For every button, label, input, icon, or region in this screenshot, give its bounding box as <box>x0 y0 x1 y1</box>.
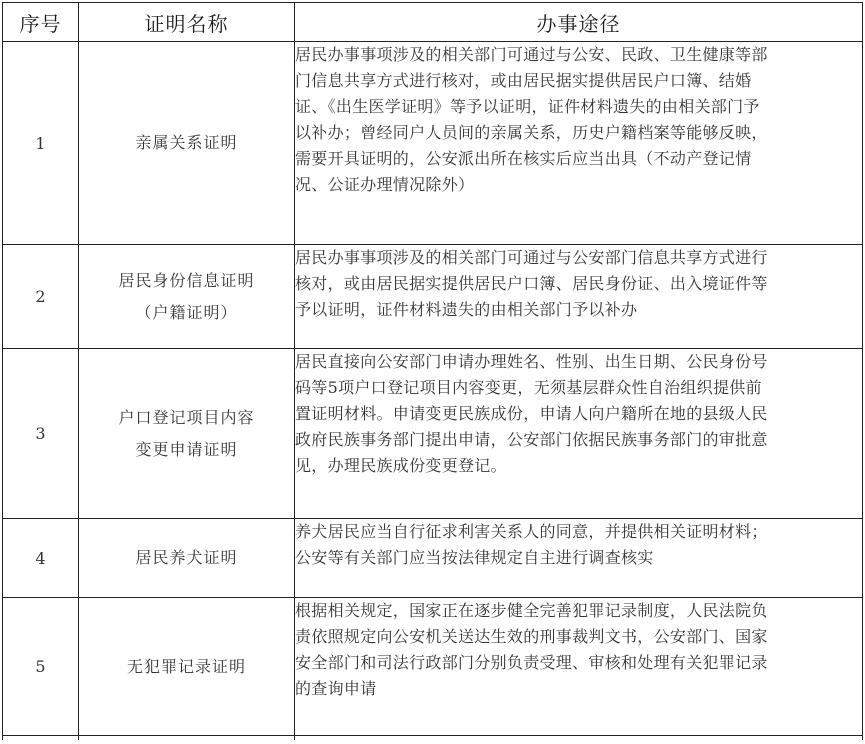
header-method: 办事途径 <box>295 3 863 42</box>
method-line: 养犬居民应当自行征求利害关系人的同意，并提供相关证明材料； <box>295 522 768 541</box>
certificate-name-line: 户口登记项目内容 <box>118 407 255 427</box>
partial-cell <box>3 736 79 741</box>
method-line: 况、公证办理情况除外） <box>295 175 475 194</box>
table-row <box>3 598 863 736</box>
row-index: 5 <box>3 598 79 736</box>
header-certificate-name: 证明名称 <box>79 3 295 42</box>
row-index: 1 <box>3 42 79 245</box>
table-header-row <box>3 3 863 42</box>
method-line: 根据相关规定，国家正在逐步健全完善犯罪记录制度，人民法院负 <box>295 601 768 620</box>
table-row <box>3 42 863 245</box>
certificate-name-line: 亲属关系证明 <box>135 133 238 152</box>
certificate-table <box>2 2 863 740</box>
method-line: 居民直接向公安部门申请办理姓名、性别、出生日期、公民身份号 <box>295 352 768 371</box>
row-method <box>295 42 863 245</box>
certificate-name-line: 居民养犬证明 <box>135 548 238 567</box>
table-row-partial <box>3 736 863 741</box>
table-body <box>3 42 863 741</box>
method-line: 需要开具证明的，公安派出所在核实后应当出具（不动产登记情 <box>295 149 752 168</box>
row-method <box>295 519 863 598</box>
certificate-name-line: 居民身份信息证明 <box>118 270 255 290</box>
method-line: 安全部门和司法行政部门分别负责受理、审核和处理有关犯罪记录 <box>295 653 768 672</box>
method-line: 证、《出生医学证明》等予以证明，证件材料遗失的由相关部门予 <box>295 97 760 116</box>
row-method <box>295 245 863 349</box>
method-line: 责依照规定向公安机关送达生效的刑事裁判文书，公安部门、国家 <box>295 627 768 646</box>
certificate-name-line: 变更申请证明 <box>135 439 238 459</box>
certificate-name-line: 无犯罪记录证明 <box>126 656 246 676</box>
table-row <box>3 349 863 519</box>
method-line: 置证明材料。申请变更民族成份，申请人向户籍所在地的县级人民 <box>295 404 768 423</box>
table-row <box>3 245 863 349</box>
method-line: 码等5项户口登记项目内容变更，无须基层群众性自治组织提供前 <box>295 378 762 397</box>
method-line: 以补办；曾经同户人员间的亲属关系，历史户籍档案等能够反映， <box>295 123 768 142</box>
method-line: 门信息共享方式进行核对，或由居民据实提供居民户口簿、结婚 <box>295 71 752 90</box>
table-row <box>3 519 863 598</box>
row-method <box>295 598 863 736</box>
row-certificate-name <box>79 349 295 519</box>
row-index: 3 <box>3 349 79 519</box>
row-index: 4 <box>3 519 79 598</box>
partial-cell <box>79 736 295 741</box>
method-line: 公安等有关部门应当按法律规定自主进行调查核实 <box>295 548 654 567</box>
method-line: 核对，或由居民据实提供居民户口簿、居民身份证、出入境证件等 <box>295 274 768 293</box>
row-certificate-name <box>79 519 295 598</box>
row-method <box>295 349 863 519</box>
row-index: 2 <box>3 245 79 349</box>
certificate-name-line: （户籍证明） <box>135 302 238 322</box>
row-certificate-name <box>79 245 295 349</box>
partial-cell <box>295 736 863 741</box>
header-index: 序号 <box>3 3 79 42</box>
method-line: 的查询申请 <box>295 679 377 698</box>
method-line: 见，办理民族成份变更登记。 <box>295 456 507 475</box>
method-line: 予以证明，证件材料遗失的由相关部门予以补办 <box>295 300 638 319</box>
method-line: 政府民族事务部门提出申请，公安部门依据民族事务部门的审批意 <box>295 430 768 449</box>
row-certificate-name <box>79 598 295 736</box>
method-line: 居民办事事项涉及的相关部门可通过与公安部门信息共享方式进行 <box>295 248 768 267</box>
method-line: 居民办事事项涉及的相关部门可通过与公安、民政、卫生健康等部 <box>295 45 768 64</box>
row-certificate-name <box>79 42 295 245</box>
